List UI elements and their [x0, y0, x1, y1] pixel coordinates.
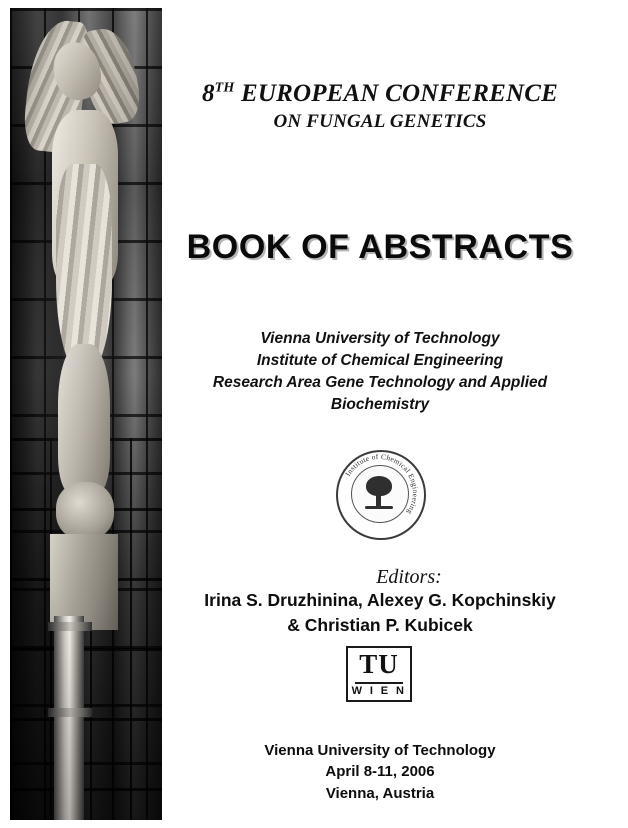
- tree-trunk: [376, 493, 381, 507]
- cover-photograph: [10, 8, 162, 820]
- conference-number-suffix: TH: [214, 80, 235, 96]
- editors-names: [170, 588, 590, 639]
- footer-line-1: Vienna University of Technology: [264, 742, 496, 759]
- page-title: BOOK OF ABSTRACTS: [186, 228, 574, 266]
- svg-text:Institute of Chemical Engineer: Institute of Chemical Engineering: [343, 451, 421, 517]
- affiliation-line-1: Vienna University of Technology: [260, 330, 500, 347]
- conference-title: [170, 78, 590, 134]
- photo-vignette: [10, 8, 162, 820]
- affiliation-line-4: Biochemistry: [330, 396, 430, 413]
- affiliation-line-3: Research Area Gene Technology and Applied: [212, 374, 548, 391]
- conference-title-line1: [170, 78, 590, 110]
- tu-wien-logo: [346, 646, 412, 702]
- tree-ground: [365, 506, 393, 509]
- cover-footer: [170, 740, 590, 804]
- conference-title-line2: ON FUNGAL GENETICS: [273, 111, 487, 132]
- footer-line-3: Vienna, Austria: [325, 784, 435, 802]
- tree-icon: [364, 476, 394, 510]
- editors-names-line1: Irina S. Druzhinina, Alexey G. Kopchinskiy: [204, 590, 556, 610]
- affiliation-line-2: Institute of Chemical Engineering: [256, 352, 504, 369]
- editors-label: Editors:: [376, 566, 442, 588]
- institute-logo: [328, 446, 432, 538]
- tu-wien-divider: [355, 682, 403, 684]
- affiliation-block: [170, 328, 590, 416]
- tu-wien-city: W I E N: [351, 685, 407, 697]
- tu-wien-mark: TU: [359, 649, 399, 679]
- footer-line-2: April 8-11, 2006: [325, 763, 435, 781]
- editors-names-line2: & Christian P. Kubicek: [287, 615, 473, 636]
- cover-text-column: [170, 0, 628, 828]
- conference-title-text: EUROPEAN CONFERENCE: [240, 80, 559, 107]
- conference-number: 8: [201, 80, 215, 107]
